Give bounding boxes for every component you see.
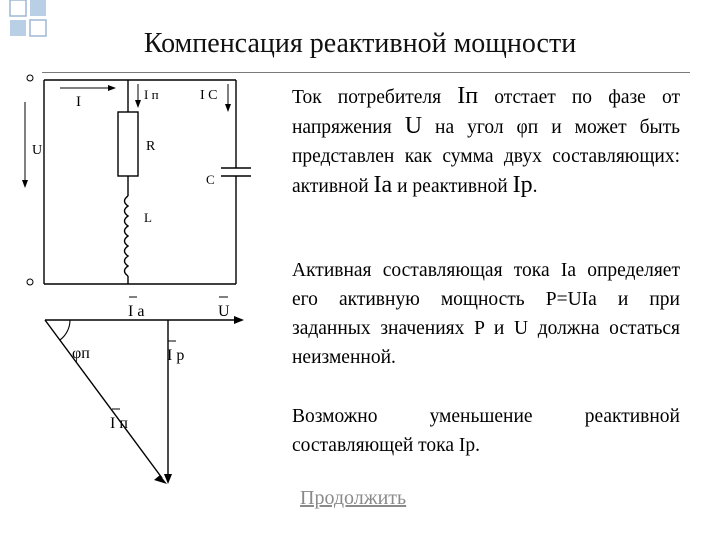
circuit-diagram	[0, 72, 270, 287]
vector-u-arrow	[234, 316, 244, 324]
circuit-label-c: C	[206, 172, 215, 187]
paragraph-active-component: Активная составляющая тока Iа определяет его активную мощность P=UIа и при заданных значениях P и U должна остаться неизменной.	[292, 260, 680, 368]
paragraph-reactive-reduction: Возможно уменьшение реактивной составляющей тока Iр.	[292, 406, 680, 456]
circuit-label-l: L	[144, 210, 152, 225]
circuit-label-ic: I C	[200, 88, 218, 103]
vector-label-ia: I а	[128, 303, 145, 320]
vector-diagram	[0, 280, 270, 505]
symbol-ia: Iа	[373, 172, 393, 198]
circuit-label-r: R	[146, 139, 156, 154]
text-fragment: Ток потребителя	[292, 87, 458, 108]
circuit-label-u: U	[32, 143, 43, 158]
paragraph-current-phase	[292, 82, 680, 201]
vector-label-phi: φп	[72, 345, 90, 362]
circuit-label-i: I	[76, 94, 81, 110]
phi-arc	[60, 320, 70, 340]
text-fragment: отстает по фазе от напряжения	[292, 87, 680, 138]
vector-label-u: U	[218, 303, 230, 320]
symbol-ip: Iр	[512, 172, 533, 198]
inductor-l	[125, 196, 129, 276]
text-fragment: .	[532, 176, 538, 197]
terminal-top	[27, 75, 33, 81]
text-fragment: на угол φп и может быть представлен как сумма двух составляющих: активной	[292, 117, 681, 197]
symbol-in: Iп	[457, 83, 479, 109]
text-fragment: и реактивной	[392, 176, 513, 197]
slide-title: Компенсация реактивной мощности	[143, 28, 577, 59]
arrow-in	[135, 100, 141, 108]
arrow-i	[108, 85, 116, 91]
vector-label-in: I п	[110, 415, 128, 432]
symbol-u: U	[404, 113, 423, 139]
arrow-u	[22, 180, 28, 188]
circuit-label-in: I п	[144, 87, 159, 102]
continue-link[interactable]: Продолжить	[300, 487, 407, 509]
vector-label-ip: I р	[167, 347, 185, 364]
resistor-r	[118, 112, 138, 176]
arrow-ic	[225, 104, 231, 112]
